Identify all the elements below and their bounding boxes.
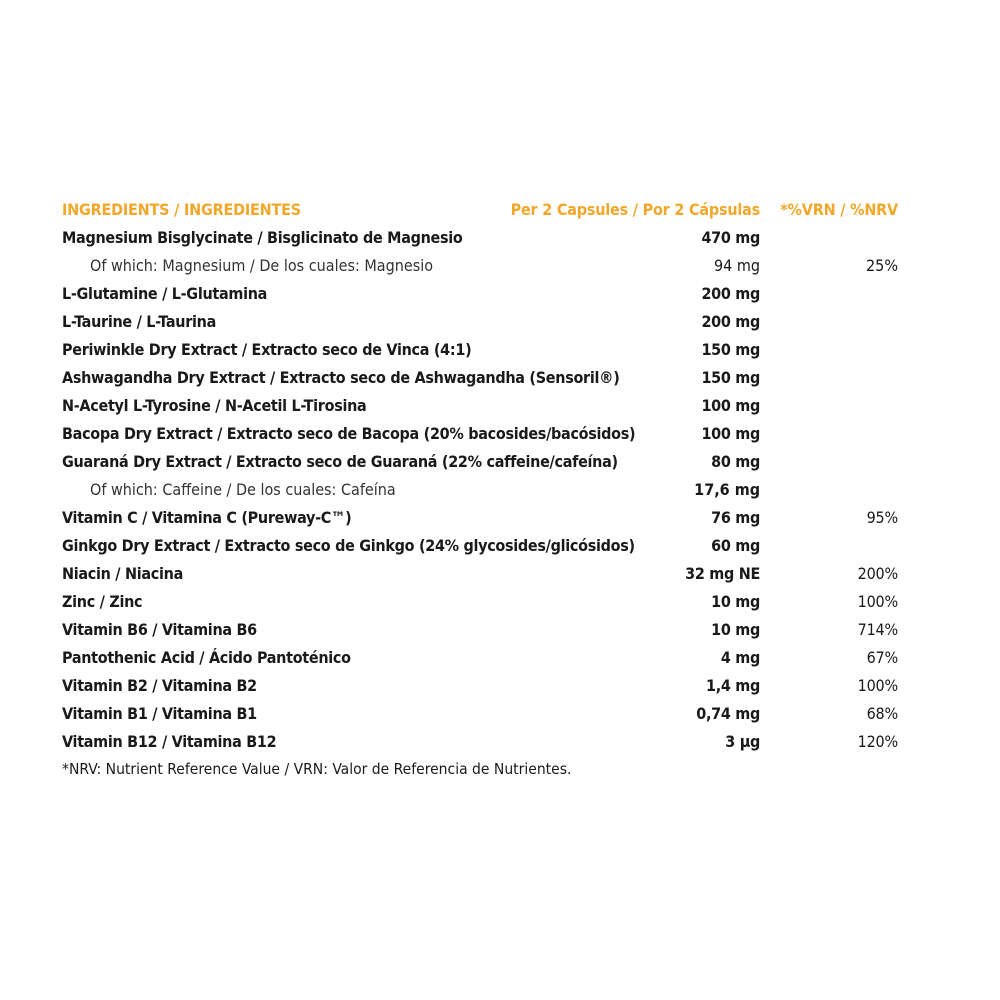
sub-ingredient-name: Of which: Magnesium / De los cuales: Magnesio xyxy=(90,256,434,275)
ingredient-amount: 80 mg xyxy=(711,452,760,471)
table-row xyxy=(62,476,902,504)
ingredient-nrv: 95% xyxy=(866,508,898,527)
ingredient-amount: 100 mg xyxy=(701,396,760,415)
table-row xyxy=(62,532,902,560)
header-nrv: *%VRN / %NRV xyxy=(780,200,898,219)
ingredient-amount: 94 mg xyxy=(713,256,760,275)
header-per-serving: Per 2 Capsules / Por 2 Cápsulas xyxy=(510,200,760,219)
ingredient-amount: 10 mg xyxy=(711,620,760,639)
ingredients-table xyxy=(62,196,902,756)
ingredient-name: Vitamin B2 / Vitamina B2 xyxy=(62,676,257,695)
ingredient-amount: 470 mg xyxy=(701,228,760,247)
ingredient-amount: 0,74 mg xyxy=(696,704,760,723)
ingredient-amount: 76 mg xyxy=(711,508,760,527)
table-row xyxy=(62,560,902,588)
ingredient-amount: 17,6 mg xyxy=(694,480,760,499)
ingredient-amount: 150 mg xyxy=(701,340,760,359)
ingredient-name: Ginkgo Dry Extract / Extracto seco de Ginkgo (24% glycosides/glicósidos) xyxy=(62,536,635,555)
ingredient-name: Ashwagandha Dry Extract / Extracto seco de Ashwagandha (Sensoril®) xyxy=(62,368,620,387)
table-row xyxy=(62,364,902,392)
ingredient-amount: 200 mg xyxy=(701,312,760,331)
ingredient-amount: 4 mg xyxy=(720,648,760,667)
table-row xyxy=(62,252,902,280)
table-row xyxy=(62,588,902,616)
ingredient-amount: 200 mg xyxy=(701,284,760,303)
table-row xyxy=(62,420,902,448)
ingredient-nrv: 714% xyxy=(857,620,898,639)
ingredient-name: Zinc / Zinc xyxy=(62,592,143,611)
ingredient-nrv: 68% xyxy=(866,704,898,723)
footnote: *NRV: Nutrient Reference Value / VRN: Valor de Referencia de Nutrientes. xyxy=(62,760,572,778)
ingredient-name: Vitamin B6 / Vitamina B6 xyxy=(62,620,257,639)
ingredient-name: Vitamin B12 / Vitamina B12 xyxy=(62,732,277,751)
table-row xyxy=(62,448,902,476)
ingredient-amount: 10 mg xyxy=(711,592,760,611)
table-row xyxy=(62,644,902,672)
ingredient-name: L-Glutamine / L-Glutamina xyxy=(62,284,268,303)
ingredient-name: N-Acetyl L-Tyrosine / N-Acetil L-Tirosina xyxy=(62,396,367,415)
ingredient-nrv: 100% xyxy=(857,592,898,611)
ingredient-name: Periwinkle Dry Extract / Extracto seco de Vinca (4:1) xyxy=(62,340,472,359)
ingredient-name: Pantothenic Acid / Ácido Pantoténico xyxy=(62,648,351,667)
table-row xyxy=(62,672,902,700)
table-row xyxy=(62,728,902,756)
table-row xyxy=(62,392,902,420)
ingredient-amount: 32 mg NE xyxy=(685,564,760,583)
table-row xyxy=(62,280,902,308)
table-row xyxy=(62,336,902,364)
ingredient-name: L-Taurine / L-Taurina xyxy=(62,312,217,331)
sub-ingredient-name: Of which: Caffeine / De los cuales: Cafeína xyxy=(90,480,396,499)
ingredient-nrv: 100% xyxy=(857,676,898,695)
ingredient-nrv: 25% xyxy=(866,256,898,275)
ingredient-amount: 1,4 mg xyxy=(705,676,760,695)
table-row xyxy=(62,224,902,252)
table-row xyxy=(62,504,902,532)
header-ingredients: INGREDIENTS / INGREDIENTES xyxy=(62,200,301,219)
ingredient-name: Vitamin C / Vitamina C (Pureway-C™) xyxy=(62,508,352,527)
table-row xyxy=(62,616,902,644)
ingredient-nrv: 200% xyxy=(857,564,898,583)
table-body xyxy=(62,224,902,756)
ingredient-name: Niacin / Niacina xyxy=(62,564,183,583)
ingredient-nrv: 120% xyxy=(857,732,898,751)
table-row xyxy=(62,700,902,728)
ingredient-amount: 3 µg xyxy=(725,732,760,751)
ingredient-name: Vitamin B1 / Vitamina B1 xyxy=(62,704,257,723)
table-row xyxy=(62,308,902,336)
ingredient-amount: 150 mg xyxy=(701,368,760,387)
ingredient-name: Guaraná Dry Extract / Extracto seco de Guaraná (22% caffeine/cafeína) xyxy=(62,452,618,471)
ingredient-amount: 100 mg xyxy=(701,424,760,443)
table-header xyxy=(62,196,902,224)
ingredient-name: Magnesium Bisglycinate / Bisglicinato de Magnesio xyxy=(62,228,463,247)
ingredient-amount: 60 mg xyxy=(711,536,760,555)
ingredient-nrv: 67% xyxy=(866,648,898,667)
ingredient-name: Bacopa Dry Extract / Extracto seco de Bacopa (20% bacosides/bacósidos) xyxy=(62,424,636,443)
